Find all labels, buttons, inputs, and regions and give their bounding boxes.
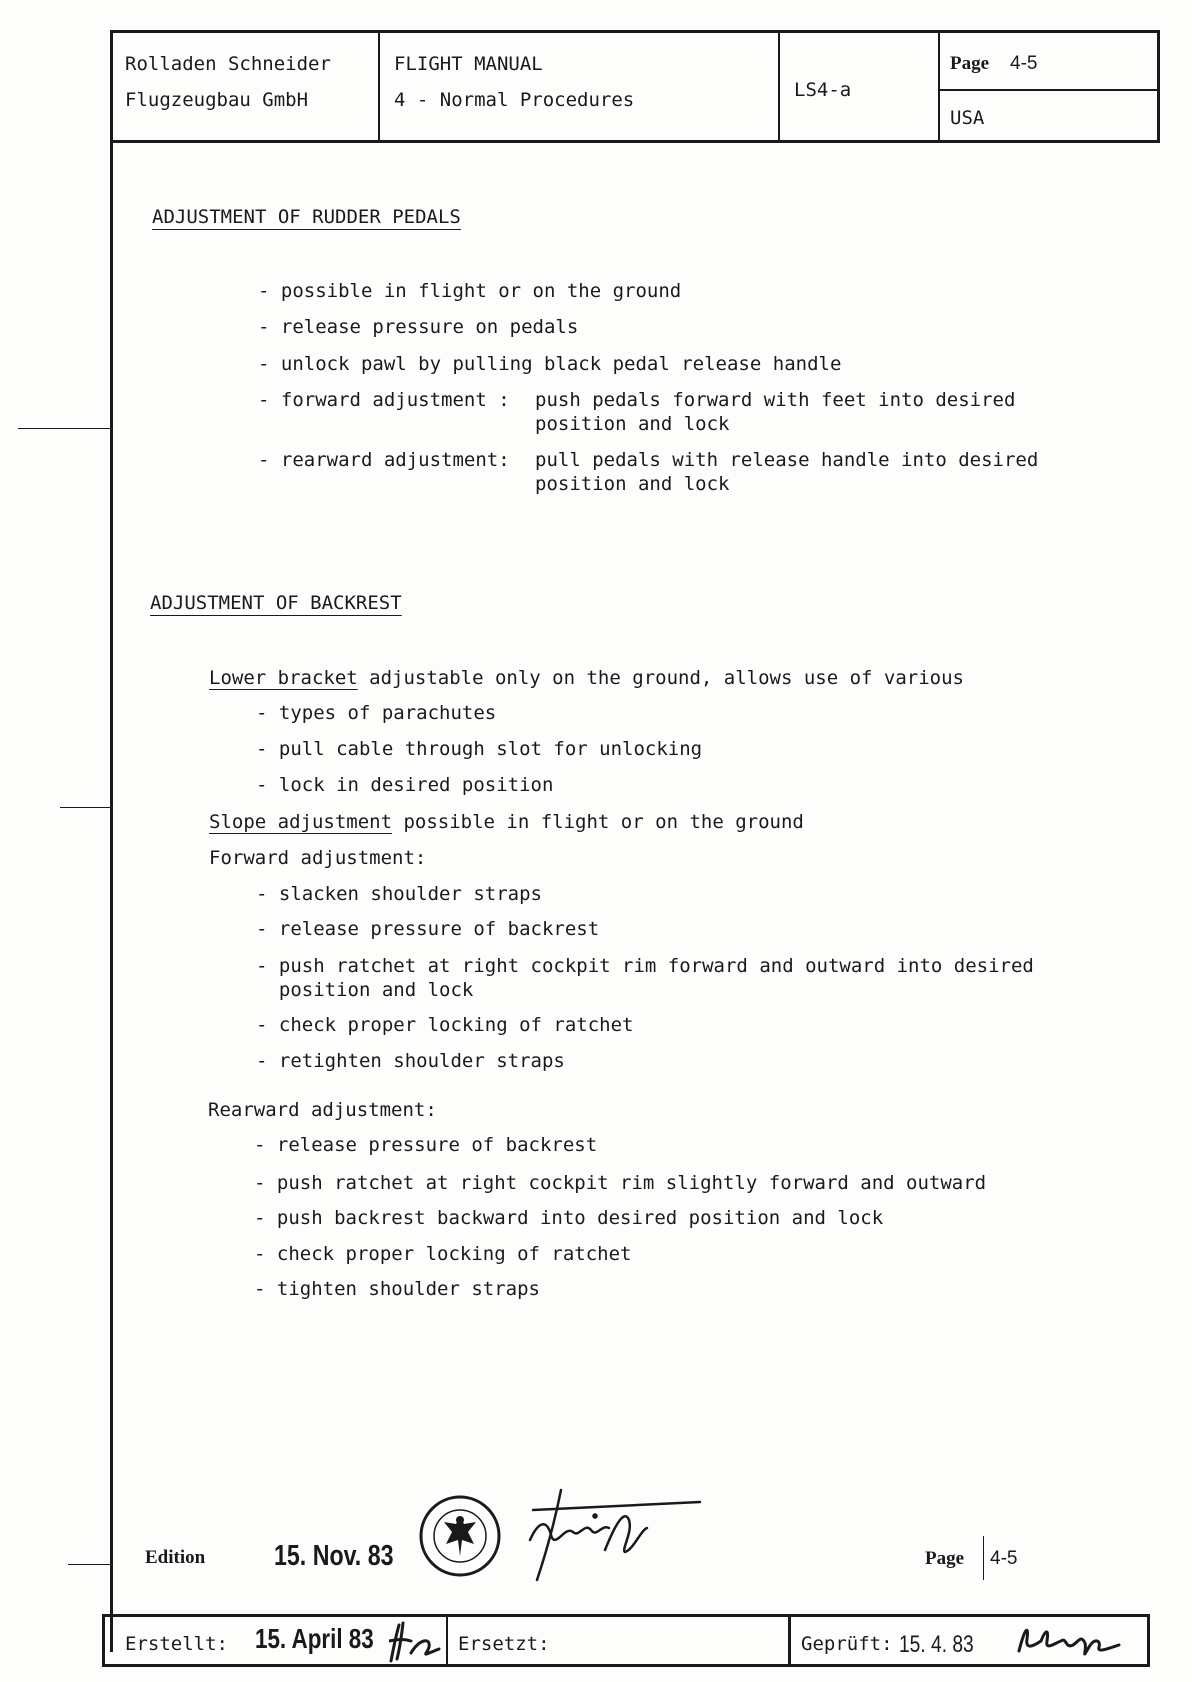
lower-bracket-term: Lower bracket <box>209 667 358 689</box>
approval-box <box>102 1614 1150 1667</box>
list-item: - tighten shoulder straps <box>254 1278 540 1300</box>
page-number: 4-5 <box>1010 53 1038 74</box>
geprueft-cell <box>791 1617 1147 1664</box>
model-designation: LS4-a <box>794 79 852 101</box>
rearward-adjustment-heading: Rearward adjustment: <box>208 1099 437 1121</box>
footer-page-label: Page <box>925 1548 965 1569</box>
manual-title: FLIGHT MANUAL <box>394 53 543 75</box>
header-company-cell <box>113 33 380 140</box>
company-suffix: Flugzeugbau GmbH <box>125 89 309 111</box>
margin-mark <box>68 1564 110 1565</box>
page-label: Page <box>950 53 990 74</box>
geprueft-label: Geprüft: <box>801 1633 893 1655</box>
ersetzt-cell <box>448 1617 791 1664</box>
lower-bracket-text: adjustable only on the ground, allows use of various <box>357 667 964 689</box>
erstellt-date: 15. April 83 <box>255 1623 374 1654</box>
forward-adjustment-heading: Forward adjustment: <box>209 847 427 869</box>
ersetzt-label: Ersetzt: <box>458 1633 550 1655</box>
official-stamp-icon <box>418 1494 502 1578</box>
section-heading-rudder: ADJUSTMENT OF RUDDER PEDALS <box>152 206 461 228</box>
list-item: - release pressure on pedals <box>258 316 579 338</box>
list-item: - release pressure of backrest <box>254 1134 598 1156</box>
slope-adjustment-term: Slope adjustment <box>209 811 393 833</box>
list-item: - slacken shoulder straps <box>256 883 542 905</box>
footer-page-number: 4-5 <box>990 1548 1018 1569</box>
forward-adjustment-text: push pedals forward with feet into desired <box>535 389 1016 411</box>
rearward-adjustment-label: - rearward adjustment: <box>258 449 510 471</box>
list-item: - push ratchet at right cockpit rim slightly forward and outward <box>254 1172 987 1194</box>
erstellt-cell <box>105 1617 448 1664</box>
signature-icon <box>1015 1621 1125 1663</box>
list-item: - retighten shoulder straps <box>256 1050 565 1072</box>
slope-adjustment-text: possible in flight or on the ground <box>392 811 804 833</box>
forward-adjustment-label: - forward adjustment : <box>258 389 510 411</box>
header-title-cell <box>380 33 780 140</box>
initials-icon <box>389 1619 443 1665</box>
list-item: - types of parachutes <box>256 702 497 724</box>
header-page-cell <box>940 33 1157 91</box>
list-item: - check proper locking of ratchet <box>256 1014 634 1036</box>
rearward-adjustment-text-cont: position and lock <box>535 473 730 495</box>
edition-label: Edition <box>145 1547 206 1568</box>
header-model-cell <box>780 33 940 140</box>
forward-adjustment-text-cont: position and lock <box>535 413 730 435</box>
page-frame-left <box>110 30 113 1652</box>
slope-adjustment-paragraph <box>209 811 804 833</box>
margin-mark <box>18 428 110 429</box>
section-title: 4 - Normal Procedures <box>394 89 635 111</box>
list-item: - push backrest backward into desired position and lock <box>254 1207 884 1229</box>
list-item: - lock in desired position <box>256 774 554 796</box>
list-item: - pull cable through slot for unlocking <box>256 738 703 760</box>
geprueft-date: 15. 4. 83 <box>899 1631 974 1658</box>
list-item: - check proper locking of ratchet <box>254 1243 632 1265</box>
list-item-continuation: position and lock <box>256 979 474 1001</box>
erstellt-label: Erstellt: <box>125 1633 228 1655</box>
rearward-adjustment-text: pull pedals with release handle into desired <box>535 449 1039 471</box>
list-item: - possible in flight or on the ground <box>258 280 682 302</box>
company-name: Rolladen Schneider <box>125 53 331 75</box>
edition-date: 15. Nov. 83 <box>274 1540 394 1572</box>
signature-icon <box>525 1480 705 1590</box>
page-divider <box>983 1536 984 1580</box>
document-header <box>110 30 1160 143</box>
region: USA <box>950 107 985 129</box>
list-item: - push ratchet at right cockpit rim forward and outward into desired <box>256 955 1034 977</box>
margin-mark <box>60 807 110 808</box>
lower-bracket-paragraph <box>209 667 964 689</box>
section-heading-backrest: ADJUSTMENT OF BACKREST <box>150 592 402 614</box>
list-item: - unlock pawl by pulling black pedal release handle <box>258 353 842 375</box>
list-item: - release pressure of backrest <box>256 918 600 940</box>
